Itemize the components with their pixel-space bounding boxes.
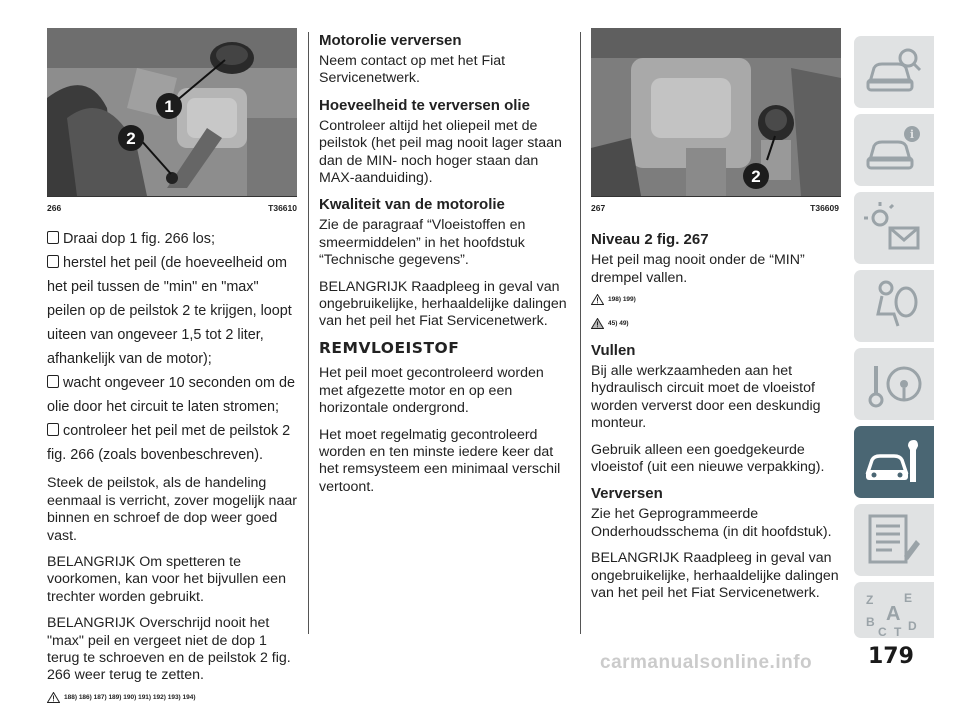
paragraph: BELANGRIJK Om spetteren te voorkomen, kan voor het bijvullen een trechter worden gebruikt. <box>47 554 286 605</box>
heading: Verversen <box>591 485 663 503</box>
heading: Hoeveelheid te verversen olie <box>319 96 530 114</box>
paragraph: BELANGRIJK Overschrijd nooit het "max" peil en vergeet niet de dop 1 terug te schroeven en de peilstok 2 fig. 266 weer terug te zetten. <box>47 615 291 684</box>
heading: Vullen <box>591 342 636 360</box>
svg-text:E: E <box>904 591 913 605</box>
airbag-person-icon <box>864 278 924 334</box>
callout-1-label: 1 <box>164 97 174 116</box>
car-info-icon <box>864 44 924 100</box>
column-middle <box>319 32 567 505</box>
tab-lights-mail[interactable] <box>854 192 934 264</box>
page-number: 179 <box>868 644 914 669</box>
tab-car-alert[interactable] <box>854 114 934 186</box>
car-wrench-icon <box>864 434 924 490</box>
section-heading: REMVLOEISTOF <box>319 338 460 357</box>
figure-code: T36609 <box>810 203 839 213</box>
callout-2-label: 2 <box>126 129 136 148</box>
key-wheel-icon <box>864 356 924 412</box>
warning-refs: 198) 199) <box>591 291 839 308</box>
warning-triangle-icon <box>591 294 604 305</box>
list-item: herstel het peil (de hoeveelheid om het peil tussen de "min" en "max" peilen op de peilstok 2 te krijgen, loopt uiteen van ongeveer 1,5 tot 2 liter, afhankelijk van de motor); <box>47 255 292 368</box>
paragraph: Het peil mag nooit onder de “MIN” drempel vallen. <box>591 252 805 286</box>
tab-alphabet-index[interactable] <box>854 582 934 638</box>
column-left <box>47 28 297 712</box>
list-item: wacht ongeveer 10 seconden om de olie door het circuit te laten stromen; <box>47 375 296 416</box>
watermark: carmanualsonline.info <box>600 652 813 673</box>
tab-car-info[interactable] <box>854 36 934 108</box>
heading: Niveau 2 fig. 267 <box>591 231 709 249</box>
figure-code: T36610 <box>268 203 297 213</box>
paragraph: Neem contact op met het Fiat Servicenetwerk. <box>319 53 506 87</box>
bullet-list <box>47 227 297 467</box>
svg-text:D: D <box>908 619 917 633</box>
paragraph: BELANGRIJK Raadpleeg in geval van ongebruikelijke, herhaaldelijke dalingen van het peil het Fiat Servicenetwerk. <box>319 278 567 330</box>
lights-mail-icon <box>864 200 924 256</box>
paragraph: Het peil moet gecontroleerd worden met afgezette motor en op een horizontale ondergrond. <box>319 365 544 417</box>
checkbox-icon <box>47 423 59 436</box>
checkbox-icon <box>47 375 59 388</box>
list-check-icon <box>864 512 924 568</box>
checkbox-icon <box>47 255 59 268</box>
paragraph: Zie het Geprogrammeerde Onderhoudsschema (in dit hoofdstuk). <box>591 506 832 540</box>
figure-number: 266 <box>47 203 62 213</box>
warning-triangle-icon <box>47 692 60 703</box>
paragraph: Het moet regelmatig gecontroleerd worden en ten minste iedere keer dat het remsysteem een minimaal verschil vertoont. <box>319 426 561 495</box>
paragraph: Zie de paragraaf “Vloeistoffen en smeermiddelen” in het hoofdstuk “Technische gegevens”. <box>319 217 526 269</box>
caution-triangle-icon <box>591 318 604 329</box>
alphabet-index-icon <box>864 590 924 638</box>
list-item: controleer het peil met de peilstok 2 fig. 266 (zoals bovenbeschreven). <box>47 423 291 464</box>
paragraph: Gebruik alleen een goedgekeurde vloeistof (uit een nieuwe verpakking). <box>591 441 825 476</box>
car-alert-icon <box>864 122 924 178</box>
svg-text:A: A <box>886 603 901 625</box>
paragraph: Controleer altijd het oliepeil met de peilstok (het peil mag nooit lager staan dan de MIN- noch hoger staan dan MAX-aanduiding). <box>319 117 562 187</box>
column-divider <box>308 32 309 634</box>
svg-text:B: B <box>866 615 875 629</box>
list-item: Draai dop 1 fig. 266 los; <box>47 227 297 251</box>
tab-list-check[interactable] <box>854 504 934 576</box>
heading: Kwaliteit van de motorolie <box>319 196 505 214</box>
checkbox-icon <box>47 231 59 244</box>
column-right <box>591 28 839 612</box>
paragraph: BELANGRIJK Raadpleeg in geval van ongebruikelijke, herhaaldelijke dalingen van het peil het Fiat Servicenetwerk. <box>591 550 839 602</box>
svg-text:Z: Z <box>866 593 874 607</box>
callout-2-label: 2 <box>751 167 761 186</box>
figure-number: 267 <box>591 203 606 213</box>
engine-photo-267 <box>591 28 841 197</box>
paragraph: Bij alle werkzaamheden aan het hydraulisch circuit moet de vloeistof worden ververst door een deskundig monteur. <box>591 363 821 432</box>
svg-text:C: C <box>878 625 887 638</box>
tab-car-wrench-active[interactable] <box>854 426 934 498</box>
figure-caption <box>591 200 839 217</box>
column-divider <box>580 32 581 634</box>
svg-text:i: i <box>909 128 915 141</box>
engine-photo-266 <box>47 28 297 197</box>
warning-refs: 188) 186) 187) 189) 190) 191) 192) 193) 194) <box>47 689 297 706</box>
caution-refs: 45) 49) <box>591 315 839 332</box>
svg-text:T: T <box>894 625 902 638</box>
paragraph: Steek de peilstok, als de handeling eenmaal is verricht, zover mogelijk naar binnen en schroef de dop weer goed vast. <box>47 475 297 544</box>
tab-key-wheel[interactable] <box>854 348 934 420</box>
heading: Motorolie verversen <box>319 32 462 49</box>
figure-caption <box>47 200 297 217</box>
tab-airbag-person[interactable] <box>854 270 934 342</box>
